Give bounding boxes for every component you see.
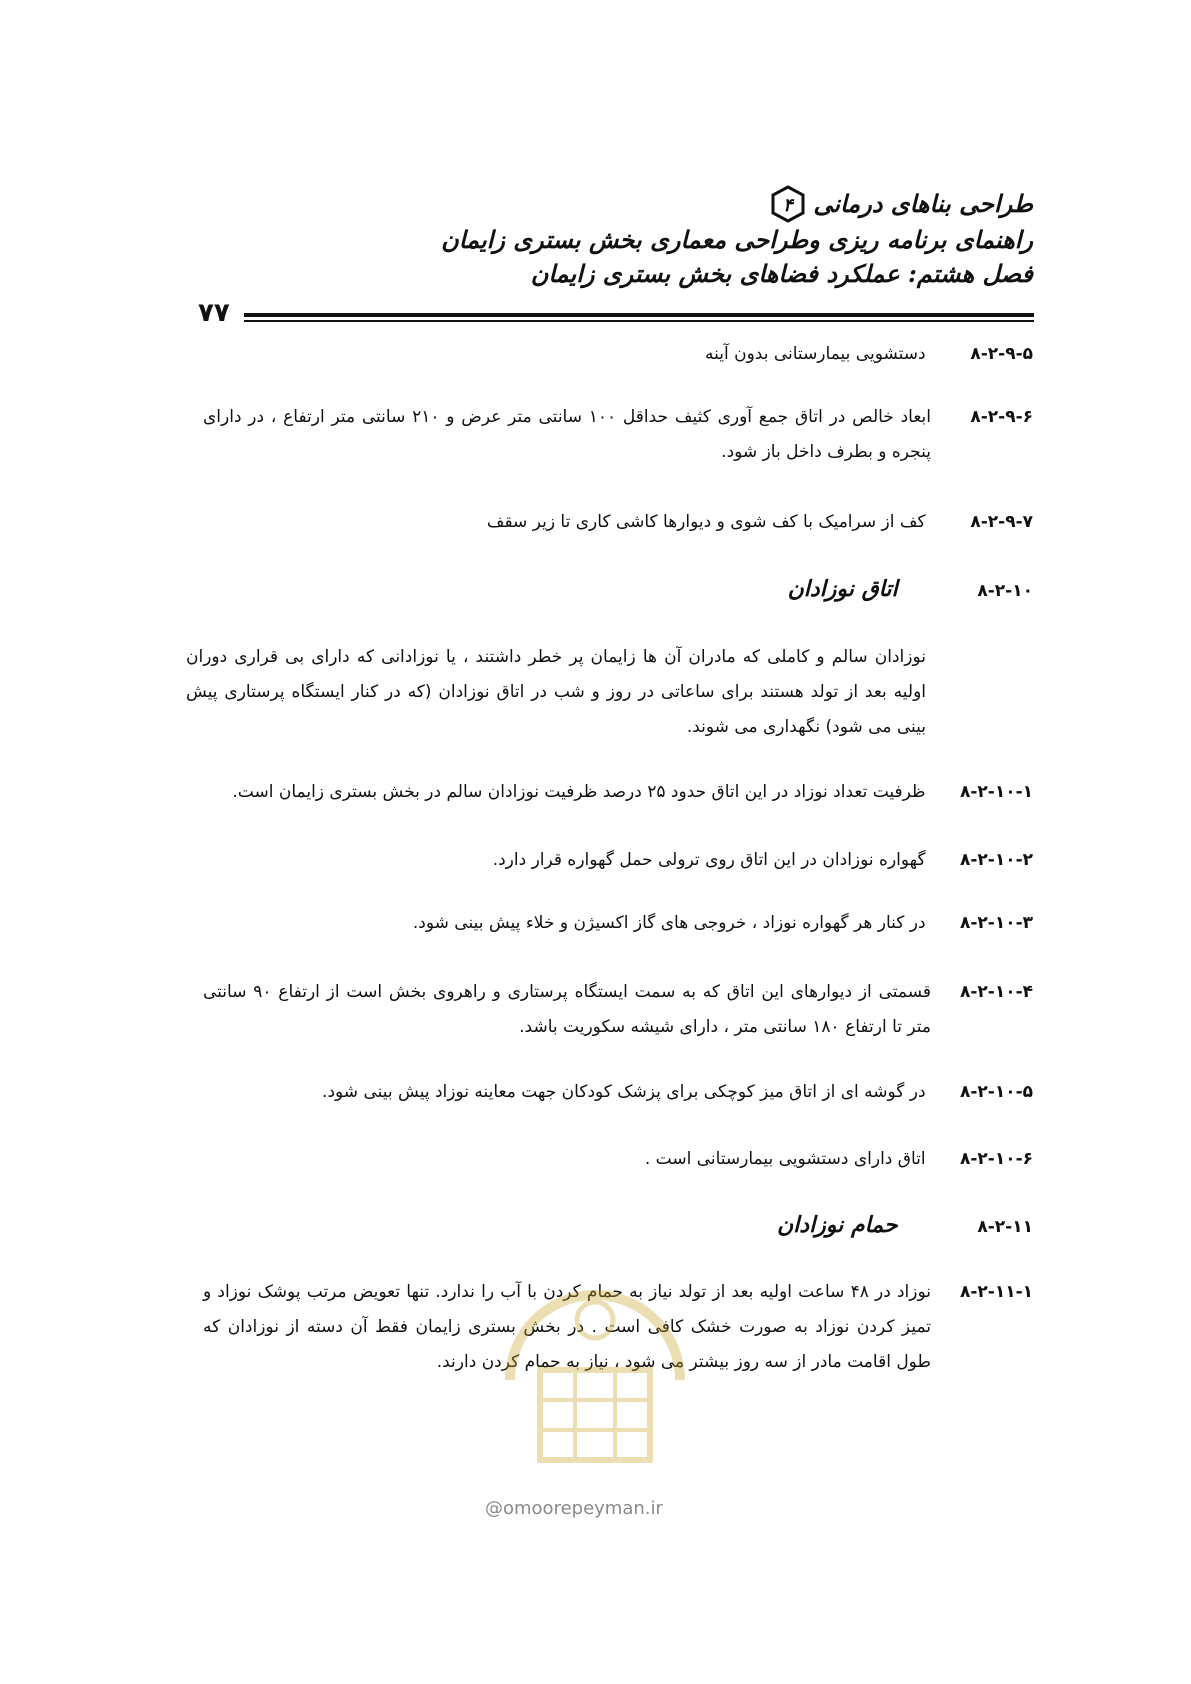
hexagon-icon xyxy=(769,185,807,223)
section-heading xyxy=(777,1208,1033,1245)
header-line-2: راهنمای برنامه ریزی وطراحی معماری بخش بستری زایمان xyxy=(441,225,1033,254)
watermark-site: @omoorepeyman.ir xyxy=(485,1498,663,1519)
list-item xyxy=(203,400,1033,470)
volume-badge xyxy=(769,185,807,223)
item-number: ۸-۲-۹-۶ xyxy=(970,407,1033,427)
item-number: ۸-۲-۱۰-۴ xyxy=(959,982,1033,1002)
item-text: اتاق دارای دستشویی بیمارستانی است . xyxy=(644,1149,926,1169)
item-text: قسمتی از دیوارهای این اتاق که به سمت ایستگاه پرستاری و راهروی بخش است از ارتفاع ۹۰ سانتی متر تا ارتفاع ۱۸۰ سانتی متر ، دارای شیشه سکوریت باشد. xyxy=(203,982,931,1037)
item-text: ابعاد خالص در اتاق جمع آوری کثیف حداقل ۱۰۰ سانتی متر عرض و ۲۱۰ سانتی متر ارتفاع ، در دارای پنجره و بطرف داخل باز شود. xyxy=(203,407,931,462)
list-item xyxy=(232,775,1033,810)
item-number: ۸-۲-۹-۷ xyxy=(970,512,1033,532)
section-number: ۸-۲-۱۰ xyxy=(977,581,1033,601)
list-item xyxy=(203,975,1033,1045)
list-item xyxy=(322,1075,1033,1110)
watermark-logo-icon xyxy=(470,1260,720,1480)
section-title: حمام نوزادان xyxy=(777,1212,898,1238)
list-item xyxy=(705,337,1033,372)
section-title: اتاق نوزادان xyxy=(787,576,898,602)
item-number: ۸-۲-۱۰-۶ xyxy=(959,1149,1033,1169)
book-title: طراحی بناهای درمانی xyxy=(813,189,1033,218)
list-item xyxy=(493,843,1033,878)
section-number: ۸-۲-۱۱ xyxy=(977,1217,1033,1237)
item-text: نوزاد در ۴۸ ساعت اولیه بعد از تولد نیاز به حمام کردن با آب را ندارد. تنها تعویض مرتب پوشک نوزاد و تمیز کردن نوزاد به صورت خشک کافی است . در بخش بستری زایمان فقط آن دسته از نوزادان که طول اقامت مادر از سه روز بیشتر می شود ، نیاز به حمام کردن دارند. xyxy=(203,1282,931,1372)
item-number: ۸-۲-۹-۵ xyxy=(970,344,1033,364)
item-number: ۸-۲-۱۰-۳ xyxy=(959,913,1033,933)
item-number: ۸-۲-۱۰-۱ xyxy=(959,782,1033,802)
list-item xyxy=(645,1142,1033,1177)
header-line-3: فصل هشتم: عملکرد فضاهای بخش بستری زایمان xyxy=(530,259,1033,288)
item-number: ۸-۲-۱۱-۱ xyxy=(959,1282,1033,1302)
item-text: ظرفیت تعداد نوزاد در این اتاق حدود ۲۵ درصد ظرفیت نوزادان سالم در بخش بستری زایمان است. xyxy=(232,782,926,802)
header-rule-thin xyxy=(244,320,1034,322)
header-line-1 xyxy=(213,185,1033,223)
page-header xyxy=(213,185,1033,291)
section-heading xyxy=(788,572,1033,609)
page-number: ۷۷ xyxy=(198,298,230,328)
list-item xyxy=(413,906,1033,941)
item-number: ۸-۲-۱۰-۵ xyxy=(959,1082,1033,1102)
item-text: گهواره نوزادان در این اتاق روی ترولی حمل گهواره قرار دارد. xyxy=(492,850,926,870)
item-number: ۸-۲-۱۰-۲ xyxy=(959,850,1033,870)
item-text: در کنار هر گهواره نوزاد ، خروجی های گاز اکسیژن و خلاء پیش بینی شود. xyxy=(412,913,926,933)
list-item xyxy=(487,505,1033,540)
item-text: در گوشه ای از اتاق میز کوچکی برای پزشک کودکان جهت معاینه نوزاد پیش بینی شود. xyxy=(322,1082,926,1102)
item-text: کف از سرامیک با کف شوی و دیوارها کاشی کاری تا زیر سقف xyxy=(486,512,926,532)
header-rule xyxy=(244,313,1034,317)
volume-number: ۴ xyxy=(783,195,794,216)
section-paragraph: نوزادان سالم و کاملی که مادران آن ها زایمان پر خطر داشتند ، یا نوزادانی که دارای بی قراری دوران اولیه بعد از تولد هستند برای ساعاتی در روز و شب در اتاق نوزادان (که در کنار ایستگاه پرستاری پیش بینی می شود) نگهداری می شوند. xyxy=(186,647,926,737)
item-text: دستشویی بیمارستانی بدون آینه xyxy=(705,344,926,364)
